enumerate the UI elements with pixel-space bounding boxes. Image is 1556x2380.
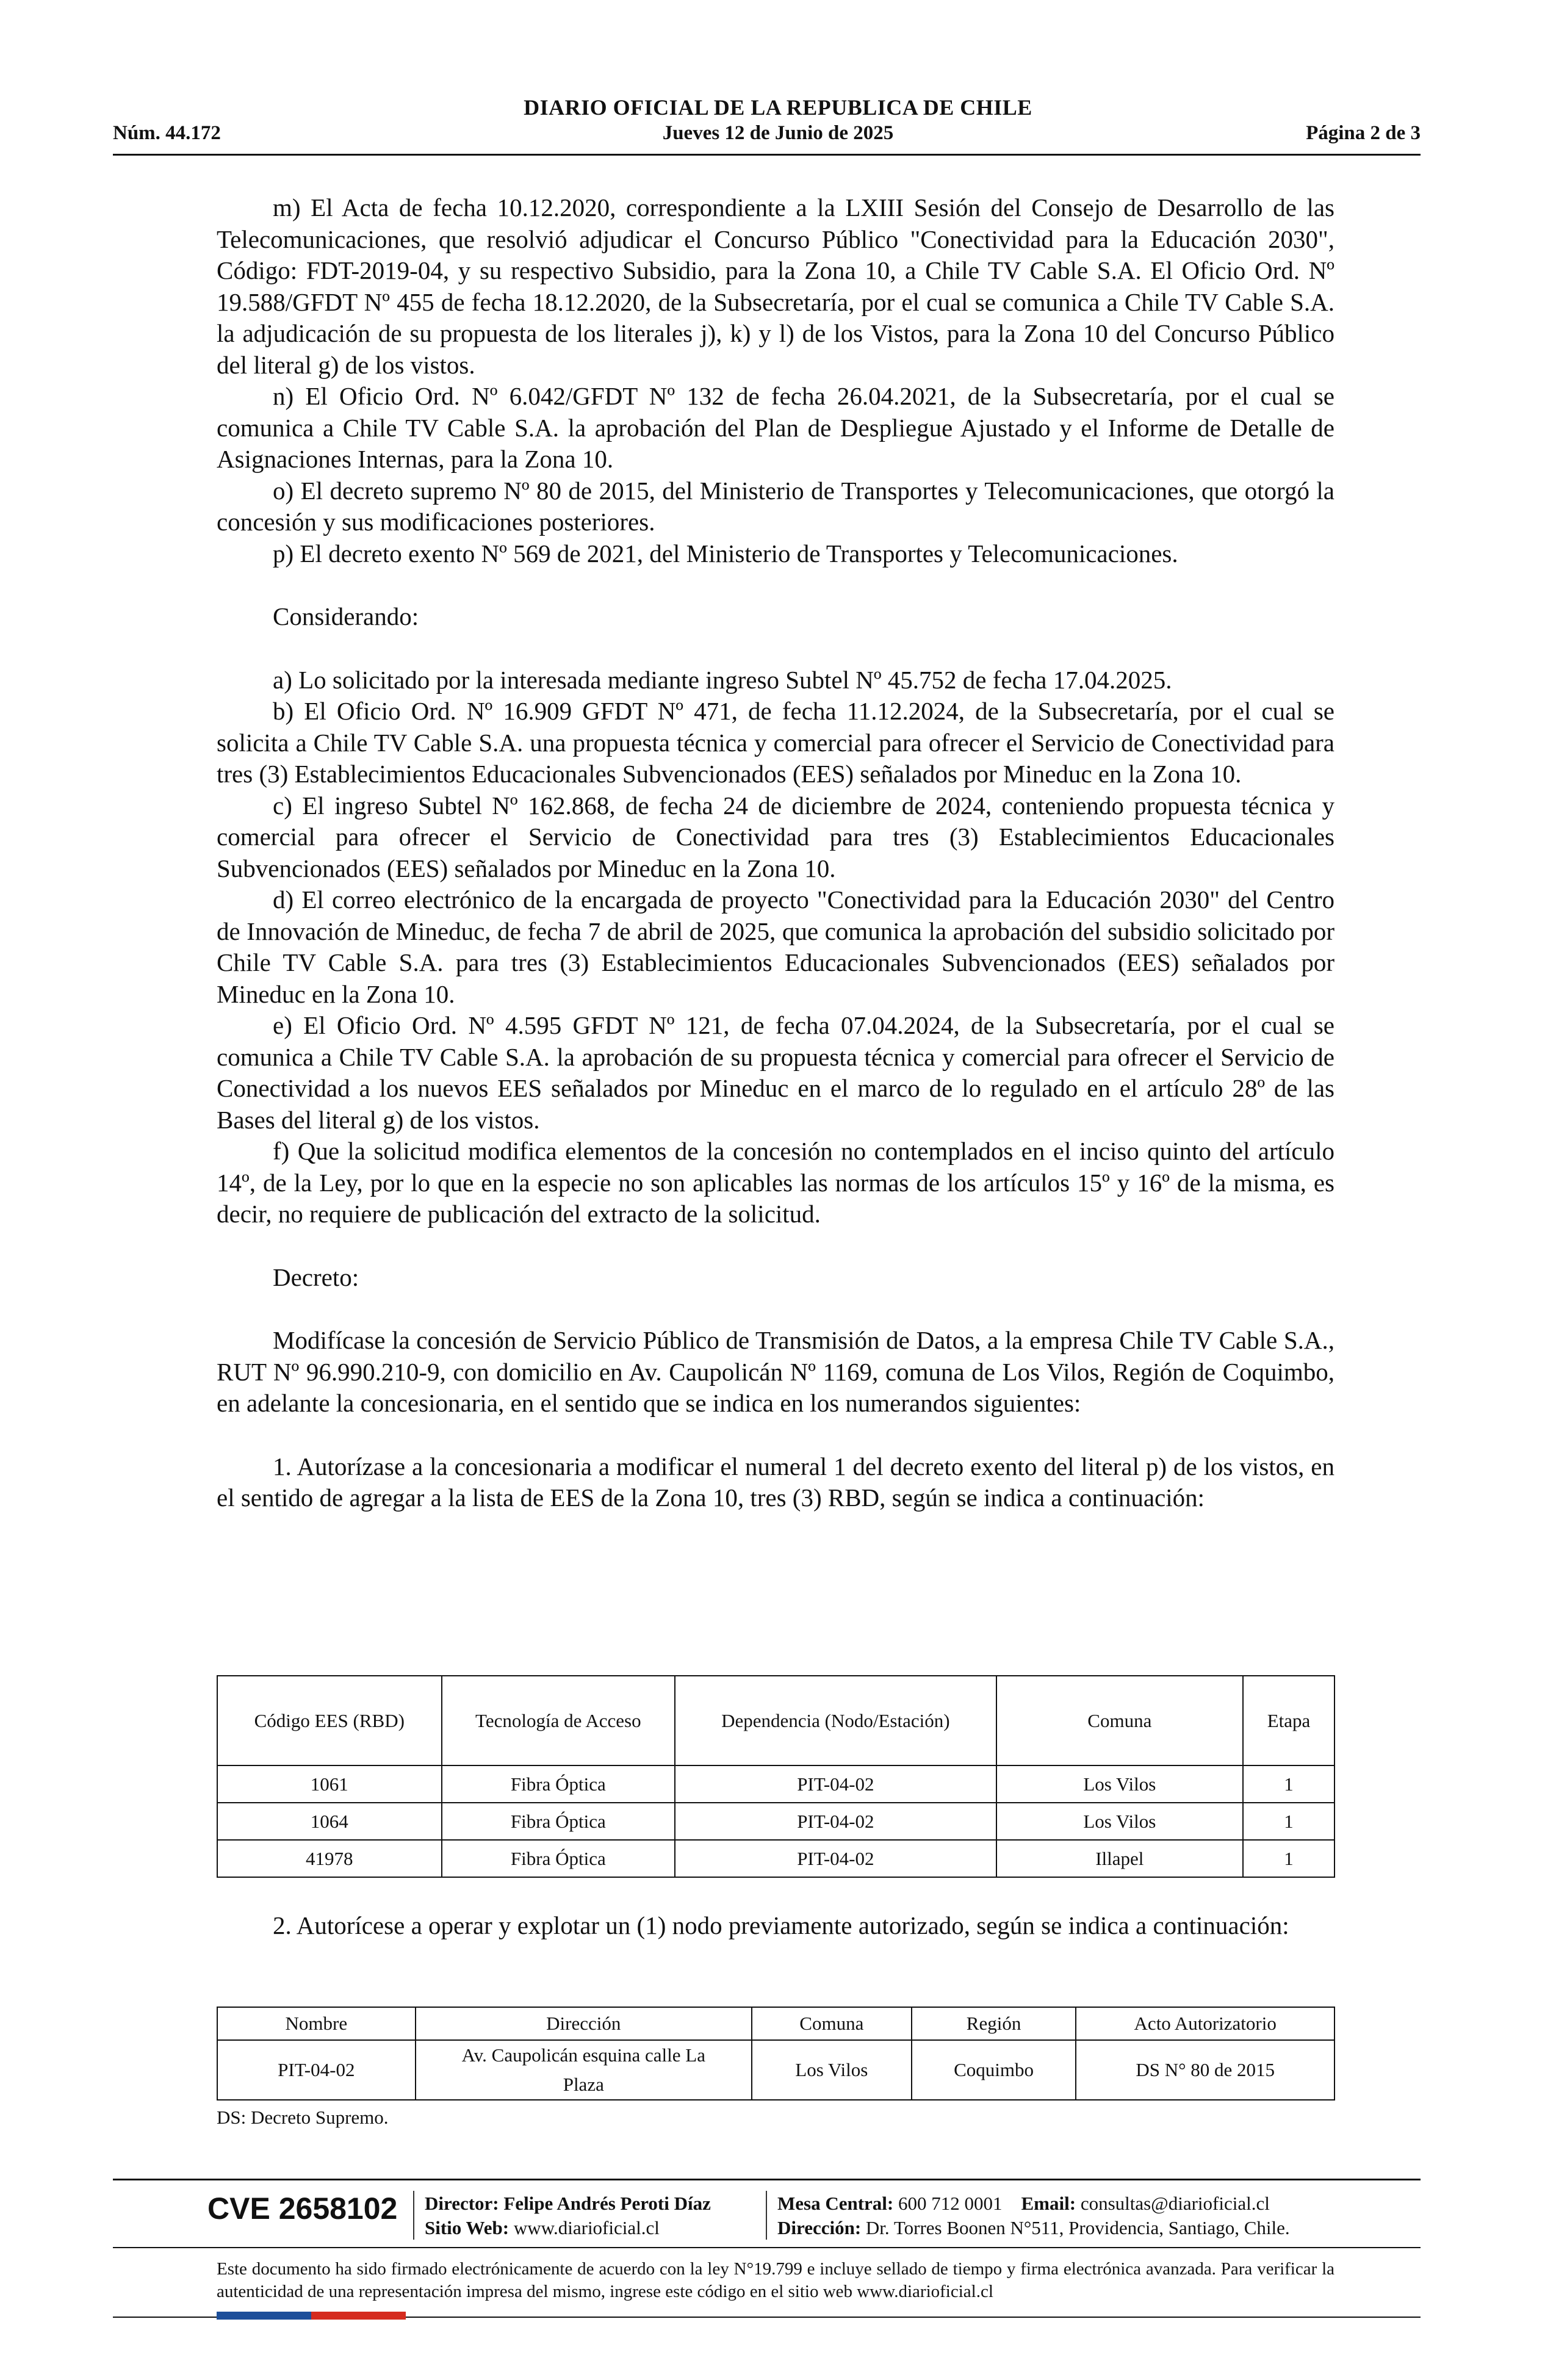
footer-contact-block [777,2191,1290,2240]
table-cell: PIT-04-02 [675,1840,996,1877]
address-text: Dr. Torres Boonen N°511, Providencia, Santiago, Chile. [865,2217,1290,2238]
table-cell: 41978 [217,1840,442,1877]
vistos-paragraph-p: p) El decreto exento Nº 569 de 2021, del Ministerio de Transportes y Telecomunicaciones. [273,539,1178,568]
considerando-a: a) Lo solicitado por la interesada mediante ingreso Subtel Nº 45.752 de fecha 17.04.2025. [273,665,1172,694]
flag-stripe-red [311,2312,406,2320]
table-row [217,1765,1334,1803]
vistos-paragraph-o: o) El decreto supremo Nº 80 de 2015, del Ministerio de Transportes y Telecomunicaciones, que otorgó la concesión y sus modificaciones posteriores. [217,476,1334,536]
newspaper-title: DIARIO OFICIAL DE LA REPUBLICA DE CHILE [524,95,1032,120]
table-cell: DS N° 80 de 2015 [1076,2040,1334,2100]
footer-disclaimer: Este documento ha sido firmado electrónicamente de acuerdo con la ley N°19.799 e incluye sellado de tiempo y firma electrónica avanzada. Para verificar la autenticidad de una representación impresa del mismo, ingrese este código en el sitio web www.diarioficial.cl [217,2259,1334,2301]
page-number: Página 2 de 3 [1306,122,1421,144]
table-row [217,1840,1334,1877]
table-header-row [217,1676,1334,1765]
table-cell: Av. Caupolicán esquina calle La Plaza [416,2040,752,2100]
considerando-c: c) El ingreso Subtel Nº 162.868, de fecha 24 de diciembre de 2024, conteniendo propuesta técnica y comercial para ofrecer el Servicio de Conectividad para tres (3) Establecimientos Educacionales Subvencionados (EES) señalados por Mineduc en la Zona 10. [217,791,1334,882]
site-link[interactable]: www.diarioficial.cl [513,2217,660,2238]
email-label: Email: [1021,2193,1076,2214]
considerando-f: f) Que la solicitud modifica elementos de la concesión no contemplados en el inciso quinto del artículo 14º, de la Ley, por lo que en la especie no son aplicables las normas de los artículos 15º y 16º de la misma, es decir, no requiere de publicación del extracto de la solicitud. [217,1137,1334,1228]
vistos-paragraph-m: m) El Acta de fecha 10.12.2020, correspondiente a la LXIII Sesión del Consejo de Desarrollo de las Telecomunicaciones, que resolvió adjudicar el Concurso Público "Conectividad para la Educación 2030", Código: FDT-2019-04, y su respectivo Subsidio, para la Zona 10, a Chile TV Cable S.A. El Oficio Ord. Nº 19.588/GFDT Nº 455 de fecha 18.12.2020, de la Subsecretaría, por el cual se comunica a Chile TV Cable S.A. la adjudicación de su propuesta de los literales j), k) y l) de los Vistos, para la Zona 10 del Concurso Público del literal g) de los vistos. [217,193,1334,379]
considerando-b: b) El Oficio Ord. Nº 16.909 GFDT Nº 471, de fecha 11.12.2024, de la Subsecretaría, por el cual se solicita a Chile TV Cable S.A. una propuesta técnica y comercial para ofrecer el Servicio de Conectividad para tres (3) Establecimientos Educacionales Subvencionados (EES) señalados por Mineduc en la Zona 10. [217,697,1334,788]
director-label: Director: [425,2193,499,2214]
document-body [217,192,1334,1514]
table-footnote: DS: Decreto Supremo. [217,2107,389,2128]
table-cell: Fibra Óptica [442,1803,675,1840]
table-cell: Los Vilos [996,1803,1244,1840]
issue-date: Jueves 12 de Junio de 2025 [662,122,894,144]
table-row [217,2040,1334,2100]
flag-stripe-blue [217,2312,311,2320]
table-cell: 1 [1243,1840,1334,1877]
considerando-e: e) El Oficio Ord. Nº 4.595 GFDT Nº 121, de fecha 07.04.2024, de la Subsecretaría, por el cual se comunica a Chile TV Cable S.A. la aprobación de su propuesta técnica y comercial para ofrecer el Servicio de Conectividad a los nuevos EES señalados por Mineduc en el marco de lo regulado en el artículo 28º de las Bases del literal g) de los vistos. [217,1011,1334,1134]
modificase-paragraph: Modifícase la concesión de Servicio Público de Transmisión de Datos, a la empresa Chile TV Cable S.A., RUT Nº 96.990.210-9, con domicilio en Av. Caupolicán Nº 1169, comuna de Los Vilos, Región de Coquimbo, en adelante la concesionaria, en el sentido que se indica en los numerandos siguientes: [217,1326,1334,1417]
table-cell: Coquimbo [912,2040,1076,2100]
considerando-d: d) El correo electrónico de la encargada de proyecto "Conectividad para la Educación 2030" del Centro de Innovación de Mineduc, de fecha 7 de abril de 2025, que comunica la aprobación del subsidio solicitado por Chile TV Cable S.A. para tres (3) Establecimientos Educacionales Subvencionados (EES) señalados por Mineduc en la Zona 10. [217,885,1334,1008]
table-row [217,1803,1334,1840]
table-header-cell: Comuna [996,1676,1244,1765]
issue-number: Núm. 44.172 [113,122,221,144]
table-header-cell: Etapa [1243,1676,1334,1765]
node-table [217,2007,1335,2101]
table-cell: 1 [1243,1803,1334,1840]
ees-table [217,1675,1335,1878]
mesa-label: Mesa Central: [777,2193,894,2214]
table-header-cell: Comuna [752,2007,912,2040]
table-cell: Fibra Óptica [442,1840,675,1877]
cve-code: CVE 2658102 [207,2191,398,2226]
table-cell: Fibra Óptica [442,1765,675,1803]
table-cell: Los Vilos [752,2040,912,2100]
footer-divider-2 [113,2247,1421,2248]
table-header-cell: Región [912,2007,1076,2040]
table-header-cell: Dependencia (Nodo/Estación) [675,1676,996,1765]
table-header-row [217,2007,1334,2040]
table-header-cell: Tecnología de Acceso [442,1676,675,1765]
table-cell: 1064 [217,1803,442,1840]
decreto-heading: Decreto: [273,1263,359,1291]
table-header-cell: Código EES (RBD) [217,1676,442,1765]
table-header-cell: Acto Autorizatorio [1076,2007,1334,2040]
table-header-cell: Nombre [217,2007,416,2040]
document-body-continued [217,1910,1334,1942]
address-label: Dirección: [777,2217,862,2238]
footer-separator [766,2191,767,2240]
table-cell: 1061 [217,1765,442,1803]
footer-director-block [425,2191,711,2240]
site-label: Sitio Web: [425,2217,510,2238]
email-link[interactable]: consultas@diarioficial.cl [1080,2193,1270,2214]
table-cell: PIT-04-02 [675,1765,996,1803]
considerando-heading: Considerando: [273,602,419,630]
table-cell: PIT-04-02 [217,2040,416,2100]
header-divider [113,154,1421,156]
numeral-1: 1. Autorízase a la concesionaria a modificar el numeral 1 del decreto exento del literal p) de los vistos, en el sentido de agregar a la lista de EES de la Zona 10, tres (3) RBD, según se indica a continuación: [217,1452,1334,1512]
table-cell: 1 [1243,1765,1334,1803]
numeral-2: 2. Autorícese a operar y explotar un (1) nodo previamente autorizado, según se indica a continuación: [273,1911,1289,1939]
footer-divider [113,2179,1421,2180]
director-name: Felipe Andrés Peroti Díaz [503,2193,711,2214]
table-cell: Los Vilos [996,1765,1244,1803]
table-header-cell: Dirección [416,2007,752,2040]
table-cell: Illapel [996,1840,1244,1877]
footer-separator [413,2191,414,2240]
mesa-phone: 600 712 0001 [898,2193,1003,2214]
table-cell: PIT-04-02 [675,1803,996,1840]
vistos-paragraph-n: n) El Oficio Ord. Nº 6.042/GFDT Nº 132 de fecha 26.04.2021, de la Subsecretaría, por el cual se comunica a Chile TV Cable S.A. la aprobación del Plan de Despliegue Ajustado y el Informe de Detalle de Asignaciones Internas, para la Zona 10. [217,382,1334,473]
